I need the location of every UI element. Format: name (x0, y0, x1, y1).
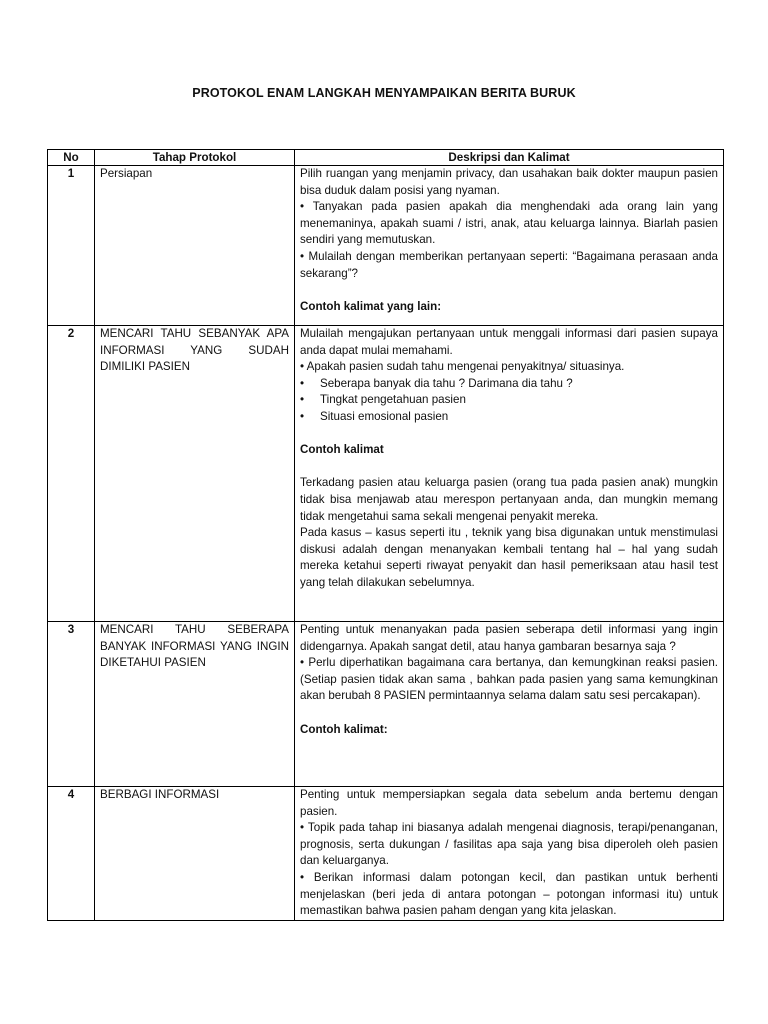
table-row (48, 326, 724, 622)
row-number: 2 (48, 326, 95, 622)
protocol-table (47, 149, 724, 921)
list-item (300, 376, 718, 393)
bullet-icon: • (300, 409, 305, 423)
row-stage: MENCARI TAHU SEBANYAK APA INFORMASI YANG SUDAH DIMILIKI PASIEN (95, 326, 295, 622)
table-row (48, 622, 724, 787)
row-number: 1 (48, 166, 95, 326)
list-item (300, 392, 718, 409)
description-paragraph: • Berikan informasi dalam potongan kecil, dan pastikan untuk berhenti menjelaskan (beri jeda di antara potongan – potongan informasi itu) untuk memastikan bahwa pasien paham dengan yang kita jelaskan. (300, 870, 718, 918)
row-description (295, 622, 724, 787)
bullet-icon: • (300, 376, 305, 390)
row-stage: MENCARI TAHU SEBERAPA BANYAK INFORMASI YANG INGIN DIKETAHUI PASIEN (95, 622, 295, 787)
description-paragraph: • Perlu diperhatikan bagaimana cara bertanya, dan kemungkinan reaksi pasien. (Setiap pasien tidak akan sama , bahkan pada pasien yang sama kemungkinan akan berubah 8 PASIEN permintaannya selama dalam satu sesi percakapan). (300, 656, 718, 703)
description-paragraph: Terkadang pasien atau keluarga pasien (orang tua pada pasien anak) mungkin tidak bisa menjawab atau merespon pertanyaan anda, dan mungkin memang tidak mengetahui sama sekali mengenai penyakit mereka. (300, 476, 718, 523)
header-tahap: Tahap Protokol (95, 150, 295, 166)
row-number: 3 (48, 622, 95, 787)
table-row (48, 787, 724, 921)
description-paragraph: • Mulailah dengan memberikan pertanyaan seperti: “Bagaimana perasaan anda sekarang”? (300, 249, 718, 280)
bullet-icon: • (300, 393, 305, 407)
description-paragraph: Pada kasus – kasus seperti itu , teknik yang bisa digunakan untuk menstimulasi diskusi adalah dengan menanyakan kembali tentang hal – hal yang sudah mereka ketahui seperti riwayat penyakit dan hasil pemeriksaan atau hasil test yang telah dilakukan sebelumnya. (300, 526, 718, 589)
list-item-text: Seberapa banyak dia tahu ? Darimana dia tahu ? (320, 376, 573, 390)
list-item-text: Tingkat pengetahuan pasien (320, 393, 466, 407)
description-paragraph: • Topik pada tahap ini biasanya adalah mengenai diagnosis, terapi/penanganan, prognosis, serta dukungan / fasilitas apa saja yang bisa diperoleh oleh pasien dan keluarganya. (300, 821, 718, 868)
description-paragraph: • Tanyakan pada pasien apakah dia menghendaki ada orang lain yang menemaninya, apakah suami / istri, anak, atau keluarga lainnya. Biarlah pasien sendiri yang memutuskan. (300, 200, 718, 247)
description-paragraph: • Apakah pasien sudah tahu mengenai penyakitnya/ situasinya. (300, 360, 625, 374)
header-no: No (48, 150, 95, 166)
example-heading: Contoh kalimat: (300, 722, 388, 736)
list-item (300, 409, 718, 426)
row-description (295, 326, 724, 622)
row-stage: BERBAGI INFORMASI (95, 787, 295, 921)
document-title: PROTOKOL ENAM LANGKAH MENYAMPAIKAN BERITA BURUK (192, 86, 576, 100)
example-heading: Contoh kalimat yang lain: (300, 299, 442, 313)
row-stage: Persiapan (95, 166, 295, 326)
table-header-row (48, 150, 724, 166)
description-paragraph: Mulailah mengajukan pertanyaan untuk menggali informasi dari pasien supaya anda dapat mulai memahami. (300, 327, 718, 357)
row-description (295, 787, 724, 921)
description-paragraph: Penting untuk menanyakan pada pasien seberapa detil informasi yang ingin didengarnya. Apakah sangat detil, atau hanya gambaran besarnya saja ? (300, 623, 718, 653)
table-row (48, 166, 724, 326)
header-desc: Deskripsi dan Kalimat (295, 150, 724, 166)
list-item-text: Situasi emosional pasien (320, 409, 449, 423)
row-number: 4 (48, 787, 95, 921)
description-paragraph: Penting untuk mempersiapkan segala data sebelum anda bertemu dengan pasien. (300, 788, 718, 818)
description-paragraph: Pilih ruangan yang menjamin privacy, dan usahakan baik dokter maupun pasien bisa duduk dalam posisi yang nyaman. (300, 167, 718, 197)
row-description (295, 166, 724, 326)
example-heading: Contoh kalimat (300, 443, 384, 457)
